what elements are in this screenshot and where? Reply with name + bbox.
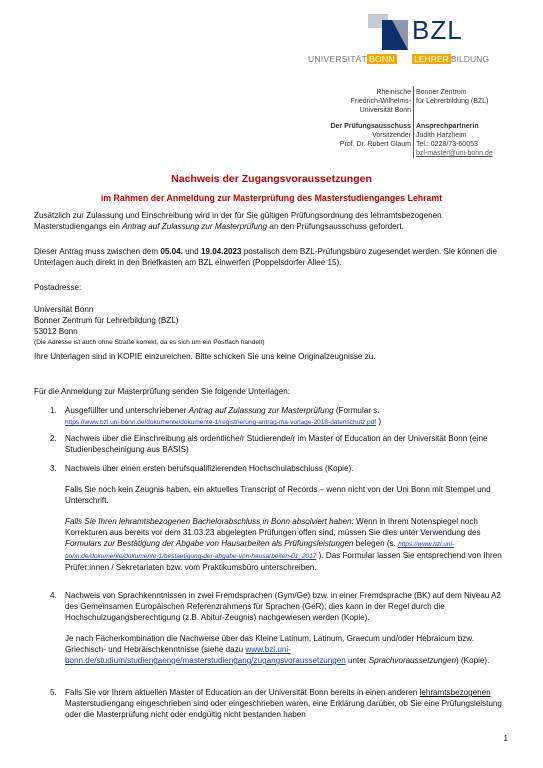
address-left: Rheinische Friedrich-Wilhelms- Universität Bonn Der Prüfungsausschuss Vorsitzender Prof. Dr. Robert Glaum <box>330 89 411 148</box>
list-item-3: Nachweis über einen ersten berufsqualifizierenden Hochschulabschluss (Kopie). <box>65 464 354 473</box>
list-item-4-note: Je nach Fächerkombination die Nachweise über das Kleine Latinum, Latinum, Graecum und/oder Hebraicum bzw. Griechisch- und Hebräischkenntnisse (siehe dazu www.bzl.uni-bonn.de/studium/studiengaenge/masterstudiengang/zugangsvoraussetzungen unter Sprachvoraussetzungen) (Kopie). <box>65 634 490 665</box>
address-divider <box>413 86 414 158</box>
contact-email-link[interactable]: bzl-master@uni-bonn.de <box>416 150 493 157</box>
deadline-paragraph: Dieser Antrag muss zwischen dem 05.04. und 19.04.2023 postalisch dem BZL-Prüfungsbüro zugesendet werden. Sie können die Unterlagen auch direkt in den Briefkasten am BZL einwerfen (Poppelsdorfer Allee 15). <box>34 247 498 267</box>
item-number: 5. <box>50 688 57 697</box>
item-number: 4. <box>50 591 57 600</box>
page-number: 1 <box>503 734 508 743</box>
logo-bzl-text: BZL <box>412 15 463 45</box>
list-intro: Für die Anmeldung zur Masterprüfung senden Sie folgende Unterlagen: <box>34 387 291 396</box>
item-number: 2. <box>50 434 57 443</box>
address-right: Bonner Zentrum für Lehrerbildung (BZL) Ansprechpartnerin Judith Harzheim Tel.: 0228/73-60053 bzl-master@uni-bonn.de <box>416 88 526 158</box>
bzl-logo <box>308 14 520 62</box>
list-item-5: Falls Sie vor Ihrem aktuellen Master of Education an der Universität Bonn bereits in einen anderen lehramtsbezogenen Masterstudiengang eingeschrieben sind oder eingeschrieben waren, eine Erklärung darüber, ob Sie eine Prüfungsleistung oder die Masterprüfung nicht oder endgültig nicht bestanden haben <box>65 688 502 719</box>
item-number: 1. <box>50 406 57 415</box>
form-link[interactable]: https://www.bzl.uni-bonn.de/dokumente/dokumente-1/registrierung-antrag-ma-vorlage-2018-datenschutz.pdf <box>65 419 377 426</box>
postal-label: Postadresse: <box>34 283 82 292</box>
postal-address: Universität Bonn Bonner Zentrum für Lehrerbildung (BZL) 53012 Bonn (Die Adresse ist auch ohne Straße korrekt, da es sich um ein Postfach handelt) <box>34 305 265 346</box>
hausarbeiten-link[interactable]: https://www.bzl.uni-bonn.de/dokumente/dokumente-1/bestaetigung-der-abgabe-von-hausarbeiten-01_2017 <box>65 541 455 560</box>
document-title: Nachweis der Zugangsvoraussetzungen <box>171 173 372 185</box>
item-number: 3. <box>50 464 57 473</box>
intro-paragraph: Zusätzlich zur Zulassung und Einschreibung wird in der für Sie gültigen Prüfungsordnung des lehramtsbezogenen Masterstudiengangs ein Antrag auf Zulassung zur Masterprüfung an den Prüfungsausschuss gefordert. <box>34 211 442 231</box>
logo-lehrerbildung: LEHRER BILDUNG <box>414 54 490 64</box>
document-subtitle: im Rahmen der Anmeldung zur Masterprüfung des Masterstudienganges Lehramt <box>100 193 443 203</box>
list-item-2: Nachweis über die Einschreibung als ordentliche/r Studierende/r im Master of Education an der Universität Bonn (eine Studienbescheinigung aus BASIS) <box>65 434 488 454</box>
logo-university: UNIVERSITÄT BONN <box>308 54 395 64</box>
copy-notice: Ihre Unterlagen sind in KOPIE einzureichen. Bitte schicken Sie uns keine Originalzeugnisse zu. <box>34 352 376 361</box>
logo-triangle <box>392 20 408 50</box>
sprachvoraussetzungen-link[interactable]: www.bzl.uni-bonn.de/studium/studiengaenge/masterstudiengang/zugangsvoraussetzungen <box>65 645 346 665</box>
list-item-1: Ausgefüllter und unterschriebener Antrag auf Zulassung zur Masterprüfung (Formular s. https://www.bzl.uni-bonn.de/dokumente/dokumente-1/registrierung-antrag-ma-vorlage-2018-datenschutz.pdf ) <box>65 406 382 426</box>
list-item-3-note: Falls Sie noch kein Zeugnis haben, ein aktuelles Transcript of Records – wenn nicht von der Uni Bonn mit Stempel und Unterschrift. <box>65 485 491 505</box>
list-item-4: Nachweis von Sprachkenntnissen in zwei Fremdsprachen (Gym/Ge) bzw. in einer Fremdsprache (BK) auf dem Niveau A2 des Gemeinsamen Europäischen Referenzrahmens für Sprachen (GeR); dies kann in der Regel durch die Hochschulzugangsberechtigung (z.B. Abitur-Zeugnis) nachgewiesen werden (Kopie). <box>65 591 501 622</box>
list-item-3-detail: Falls Sie Ihren lehramtsbezogenen Bachelorabschluss in Bonn absolviert haben: Wenn in Ihrem Notenspiegel noch Korrekturen aus bereits vor dem 31.03.23 abgelegten Prüfungen offen sind, müssen Sie dies unter Verwendung des Formulars zur Bestätigung der Abgabe von Hausarbeiten als Prüfungsleistungen belegen (s. https://www.bzl.uni-bonn.de/dokumente/dokumente-1/bestaetigung-der-abgabe-von-hausarbeiten-01_2017 ). Das Formular lassen Sie entsprechend von Ihren Prüfer:innen / Sekretariaten bzw. vom Praktikumsbüro unterschreiben. <box>65 517 502 572</box>
